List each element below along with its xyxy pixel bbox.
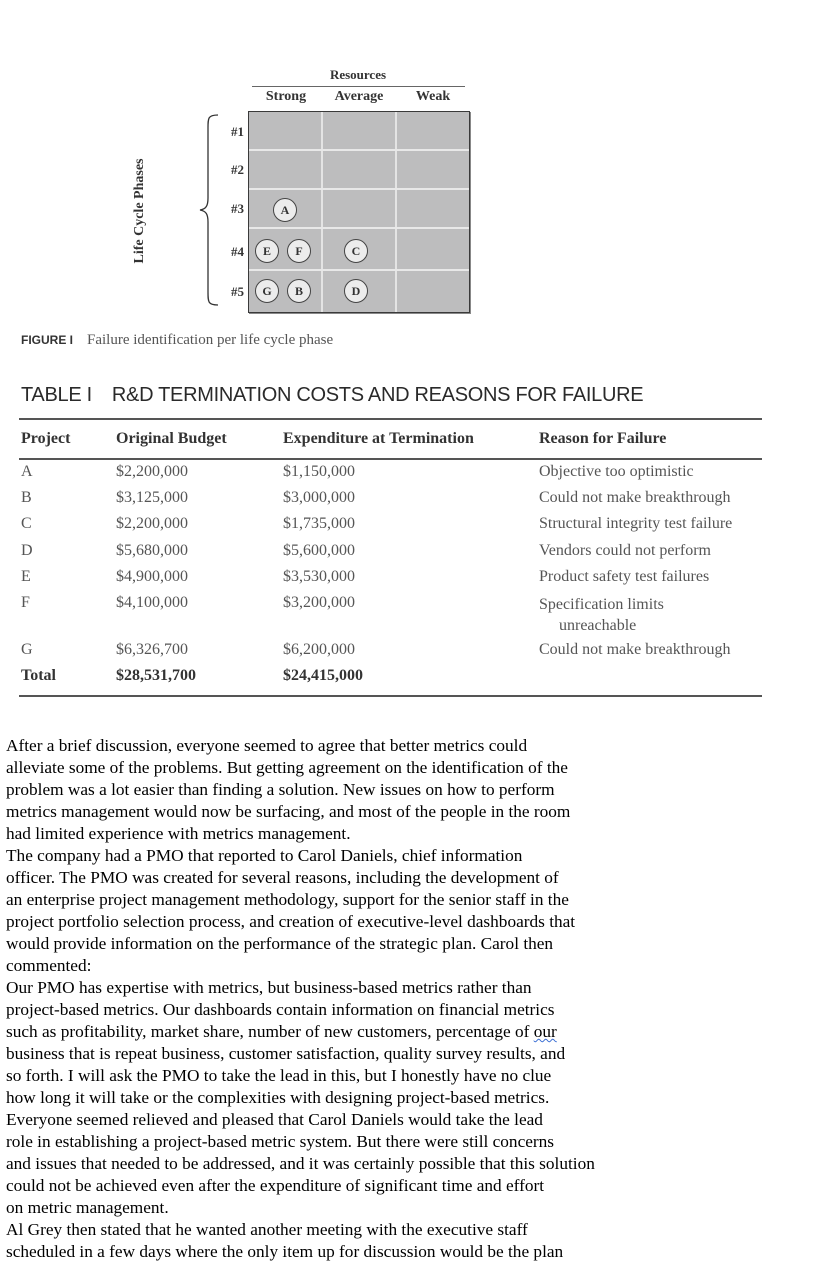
grid-divider	[321, 112, 323, 312]
cell-budget: $5,680,000	[116, 542, 188, 559]
text-line: officer. The PMO was created for several reasons, including the development of	[6, 868, 559, 887]
text-line: an enterprise project management methodology, support for the senior staff in the	[6, 890, 569, 909]
text-line: could not be achieved even after the expenditure of significant time and effort	[6, 1176, 545, 1195]
figure-failure-matrix	[0, 0, 821, 360]
text-line: project portfolio selection process, and creation of executive-level dashboards that	[6, 912, 576, 931]
figure-caption-text: Failure identification per life cycle phase	[87, 332, 334, 348]
cell-budget: $3,125,000	[116, 489, 188, 506]
text-line: role in establishing a project-based metric system. But there were still concerns	[6, 1132, 555, 1151]
text-line: commented:	[6, 956, 92, 975]
project-marker-d: D	[344, 279, 368, 303]
column-weak: Weak	[415, 89, 451, 104]
grid-divider	[249, 269, 469, 271]
table-top-rule	[19, 418, 762, 420]
cell-reason-line: Specification limits	[539, 596, 664, 613]
cell-project: E	[21, 568, 31, 585]
text-segment: such as profitability, market share, number of new customers, percentage of	[6, 1022, 534, 1041]
cell-budget: $4,900,000	[116, 568, 188, 585]
paragraph	[6, 735, 666, 845]
table-number: TABLE I	[21, 384, 92, 406]
cell-reason: Could not make breakthrough	[539, 641, 731, 658]
paragraph	[6, 1219, 666, 1263]
cell-budget: $2,200,000	[116, 515, 188, 532]
cell-reason: Vendors could not perform	[539, 542, 711, 559]
text-line: project-based metrics. Our dashboards contain information on financial metrics	[6, 1000, 555, 1019]
spellcheck-flagged-word[interactable]: our	[533, 1022, 557, 1041]
header-expenditure: Expenditure at Termination	[283, 430, 474, 447]
cell-expenditure: $5,600,000	[283, 542, 355, 559]
resources-rule	[252, 86, 465, 87]
cell-reason: Objective too optimistic	[539, 463, 694, 480]
cell-reason: Structural integrity test failure	[539, 515, 733, 532]
text-line: how long it will take or the complexities with designing project-based metrics.	[6, 1088, 550, 1107]
cell-budget: $6,326,700	[116, 641, 188, 658]
column-strong: Strong	[265, 89, 307, 104]
text-line: The company had a PMO that reported to Carol Daniels, chief information	[6, 846, 523, 865]
text-line	[6, 1021, 666, 1043]
brace-icon	[198, 114, 220, 306]
text-line: scheduled in a few days where the only item up for discussion would be the plan	[6, 1242, 564, 1261]
project-marker-g: G	[255, 279, 279, 303]
project-marker-b: B	[287, 279, 311, 303]
cell-expenditure: $3,000,000	[283, 489, 355, 506]
text-line: would provide information on the performance of the strategic plan. Carol then	[6, 934, 554, 953]
cell-reason-continuation: unreachable	[559, 617, 637, 634]
paragraph-quote	[6, 977, 666, 1109]
cell-project: G	[21, 641, 33, 658]
figure-caption	[21, 332, 333, 349]
grid-divider	[249, 227, 469, 229]
cell-expenditure: $1,735,000	[283, 515, 355, 532]
row-label-phase-3: #3	[231, 201, 244, 216]
cell-project: F	[21, 594, 30, 611]
cell-expenditure: $6,200,000	[283, 641, 355, 658]
cell-expenditure: $3,200,000	[283, 594, 355, 611]
paragraph	[6, 1109, 666, 1219]
table-bottom-rule	[19, 695, 762, 697]
header-reason: Reason for Failure	[539, 430, 667, 447]
text-line: After a brief discussion, everyone seemed to agree that better metrics could	[6, 736, 528, 755]
table-header-rule	[19, 458, 762, 460]
text-line: Our PMO has expertise with metrics, but business-based metrics rather than	[6, 978, 532, 997]
header-original-budget: Original Budget	[116, 430, 227, 447]
total-label: Total	[21, 667, 56, 684]
row-label-phase-4: #4	[231, 244, 244, 259]
figure-number: FIGURE I	[21, 333, 74, 347]
text-line: problem was a lot easier than finding a solution. New issues on how to perform	[6, 780, 555, 799]
cell-reason	[539, 594, 664, 636]
cell-expenditure: $3,530,000	[283, 568, 355, 585]
grid-divider	[249, 149, 469, 151]
life-cycle-phases-label: Life Cycle Phases	[132, 158, 147, 264]
body-text	[6, 735, 666, 1263]
row-label-phase-2: #2	[231, 162, 244, 177]
text-line: Everyone seemed relieved and pleased that Carol Daniels would take the lead	[6, 1110, 543, 1129]
total-expenditure: $24,415,000	[283, 667, 363, 684]
paragraph	[6, 845, 666, 977]
cell-project: C	[21, 515, 32, 532]
project-marker-f: F	[287, 239, 311, 263]
text-line: Al Grey then stated that he wanted another meeting with the executive staff	[6, 1220, 528, 1239]
total-budget: $28,531,700	[116, 667, 196, 684]
text-line: business that is repeat business, customer satisfaction, quality survey results, and	[6, 1044, 566, 1063]
project-marker-a: A	[273, 198, 297, 222]
cell-project: A	[21, 463, 33, 480]
grid-divider	[395, 112, 397, 312]
table-title-text: R&D TERMINATION COSTS AND REASONS FOR FAILURE	[111, 384, 644, 406]
text-line: on metric management.	[6, 1198, 169, 1217]
cell-expenditure: $1,150,000	[283, 463, 355, 480]
cell-budget: $2,200,000	[116, 463, 188, 480]
text-line: metrics management would now be surfacing, and most of the people in the room	[6, 802, 571, 821]
text-line: alleviate some of the problems. But getting agreement on the identification of the	[6, 758, 568, 777]
column-average: Average	[334, 89, 384, 104]
project-marker-e: E	[255, 239, 279, 263]
row-label-phase-1: #1	[231, 124, 244, 139]
table-title	[21, 384, 643, 407]
resources-title: Resources	[329, 67, 387, 82]
project-marker-c: C	[344, 239, 368, 263]
cell-project: B	[21, 489, 32, 506]
cell-reason: Could not make breakthrough	[539, 489, 731, 506]
row-label-phase-5: #5	[231, 284, 244, 299]
cell-budget: $4,100,000	[116, 594, 188, 611]
grid-divider	[249, 188, 469, 190]
cell-reason: Product safety test failures	[539, 568, 710, 585]
text-line: and issues that needed to be addressed, and it was certainly possible that this solution	[6, 1154, 595, 1173]
header-project: Project	[21, 430, 71, 447]
text-line: had limited experience with metrics management.	[6, 824, 351, 843]
text-line: so forth. I will ask the PMO to take the lead in this, but I honestly have no clue	[6, 1066, 552, 1085]
cell-project: D	[21, 542, 33, 559]
